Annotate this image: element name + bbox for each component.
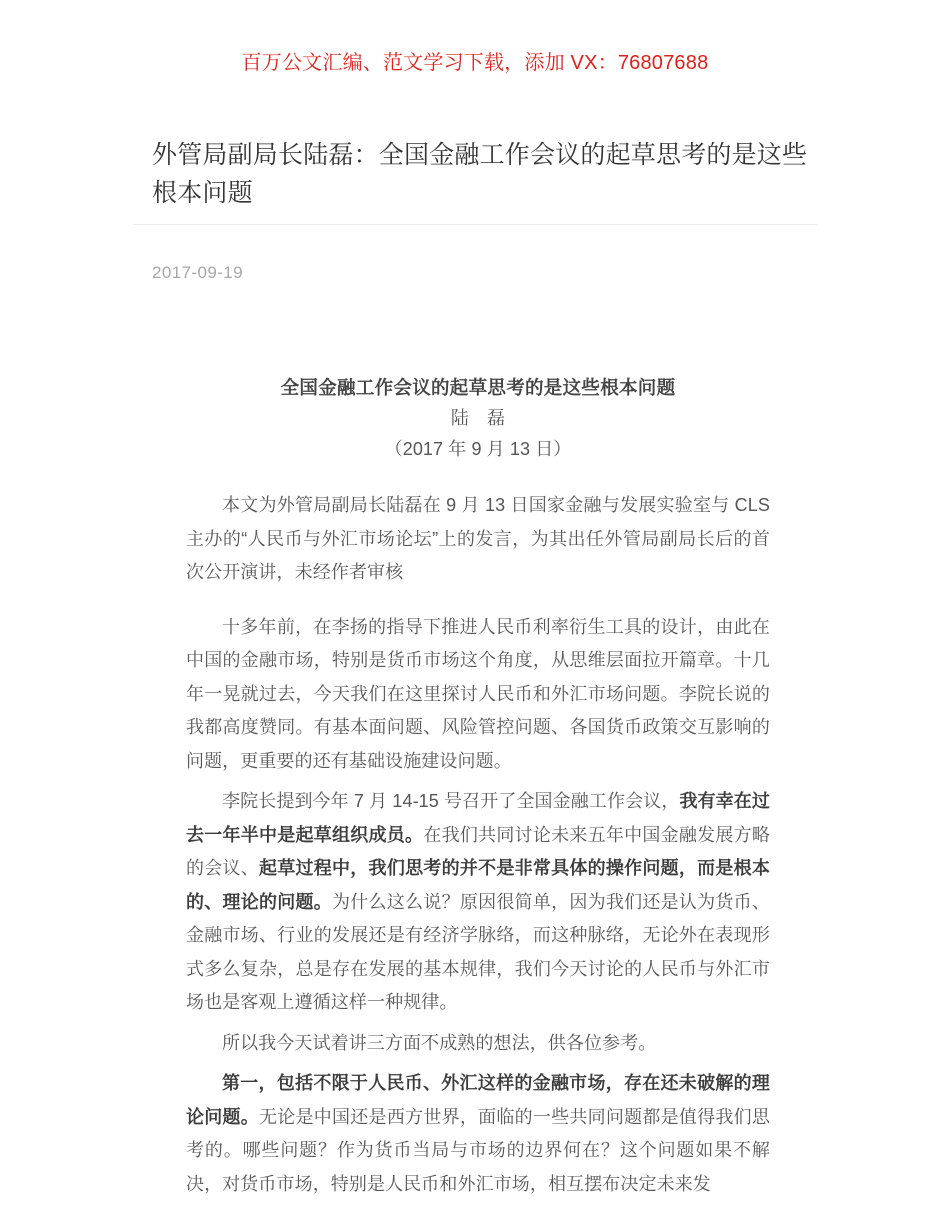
promo-banner-text: 百万公文汇编、范文学习下载，添加 VX：76807688	[241, 52, 709, 74]
document-heading-block	[186, 372, 770, 465]
text-run-2-4: 为什么这么说？原因很简单，因为我们还是认为货币、金融市场、行业的发展还是有经济学脉络，而这种脉络，无论外在表现形式多么复杂，总是存在发展的基本规律，我们今天讨论的人民币与外汇市场也是客观上遵循这样一种规律。	[186, 891, 770, 1012]
paragraph-intro	[186, 489, 770, 590]
document-date-line: （2017 年 9 月 13 日）	[384, 439, 572, 459]
paragraph-p1	[186, 611, 770, 779]
document-heading: 全国金融工作会议的起草思考的是这些根本问题	[280, 377, 676, 398]
emphasis-run-2-3: 起草过程中，我们思考的并不是非常具体的操作问题，而是根本的、理论的问题。	[186, 858, 771, 912]
text-run-3-0: 所以我今天试着讲三方面不成熟的想法，供各位参考。	[222, 1032, 657, 1053]
publish-date: 2017-09-19	[152, 263, 243, 282]
paragraph-p4	[186, 1067, 770, 1201]
paragraph-container	[186, 489, 770, 1201]
article-header	[152, 136, 818, 212]
text-run-4-1: 无论是中国还是西方世界，面临的一些共同问题都是值得我们思考的。哪些问题？作为货币当局与市场的边界何在？这个问题如果不解决，对货币市场，特别是人民币和外汇市场，相互摆布决定未来发	[186, 1106, 771, 1194]
text-run-2-0: 李院长提到今年 7 月 14-15 号召开了全国金融工作会议，	[222, 791, 680, 811]
paragraph-p3	[186, 1027, 770, 1061]
article-body	[186, 372, 770, 1201]
header-divider	[133, 224, 817, 225]
document-author: 陆 磊	[450, 408, 506, 428]
page-title: 外管局副局长陆磊：全国金融工作会议的起草思考的是这些根本问题	[152, 141, 808, 207]
emphasis-run-2-1: 我有幸在过去一年半中是起草组织成员。	[186, 791, 771, 845]
text-run-2-2: 在我们共同讨论未来五年中国金融发展方略的会议、	[186, 824, 770, 878]
emphasis-run-4-0: 第一，包括不限于人民币、外汇这样的金融市场，存在还未破解的理论问题。	[186, 1073, 770, 1127]
text-run-0-0: 本文为外管局副局长陆磊在 9 月 13 日国家金融与发展实验室与 CLS 主办的“人民币与外汇市场论坛”上的发言，为其出任外管局副局长后的首次公开演讲，未经作者审核	[186, 495, 770, 582]
paragraph-p2	[186, 785, 770, 1020]
text-run-1-0: 十多年前，在李扬的指导下推进人民币利率衍生工具的设计，由此在中国的金融市场，特别是货币市场这个角度，从思维层面拉开篇章。十几年一晃就过去，今天我们在这里探讨人民币和外汇市场问题。李院长说的我都高度赞同。有基本面问题、风险管控问题、各国货币政策交互影响的问题，更重要的还有基础设施建设问题。	[186, 616, 770, 771]
